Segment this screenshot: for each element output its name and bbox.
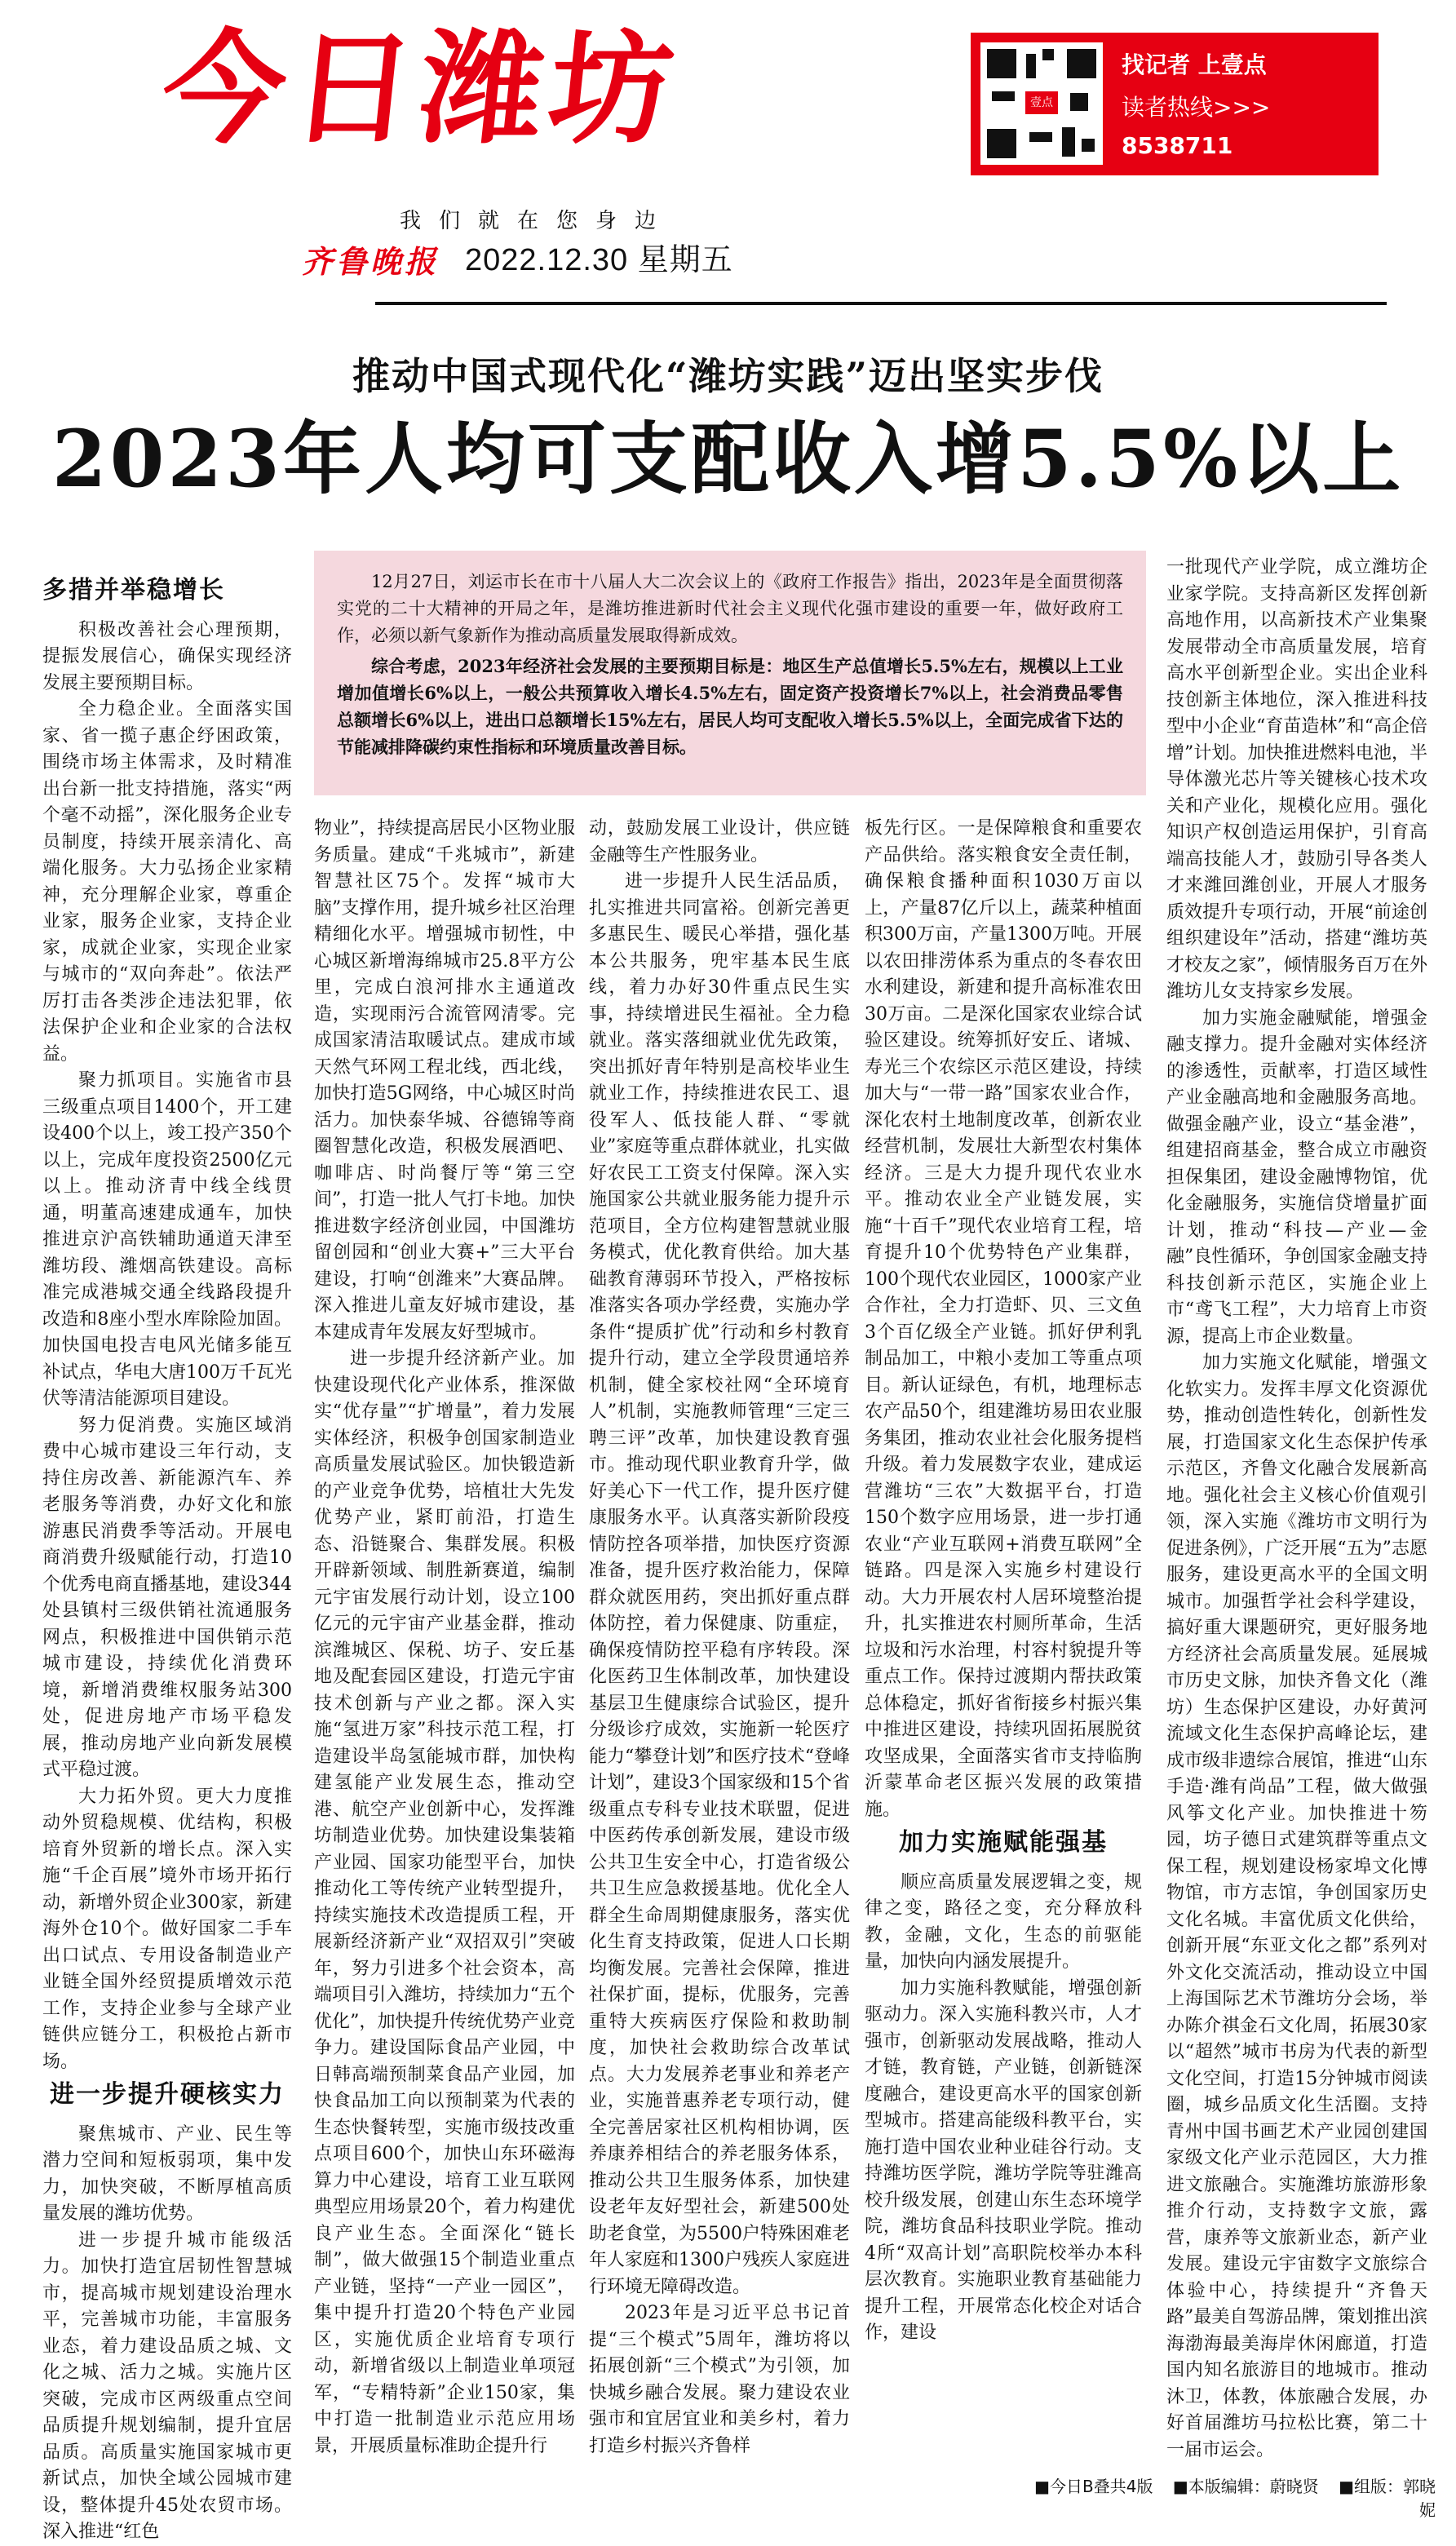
qr-line-2: 读者热线>>> <box>1122 94 1271 121</box>
column-1 <box>42 571 292 2542</box>
body-paragraph: 进一步提升经济新产业。加快建设现代化产业体系，推深做实“优存量”“扩增量”，着力发展实体经济，积极争创国家制造业高质量发展试验区。加快锻造新的产业竞争优势，培植壮大先发优势产业，紧盯前沿，打造生态、沿链聚合、集群发展。积极开辟新领域、制胜新赛道，编制元宇宙发展行动计划，设立100亿元的元宇宙产业基金群，推动滨潍城区、保税、坊子、安丘基地及配套园区建设，打造元宇宙技术创新与产业之都。深入实施“氢进万家”科技示范工程，打造建设半岛氢能城市群，加快构建氢能产业发展生态，推动空港、航空产业创新中心，发挥潍坊制造业优势。加快建设集装箱产业园、国家功能型平台，加快推动化工等传统产业转型提升，持续实施技术改造提质工程，开展新经济新产业“双招双引”突破年，努力引进多个社会资本，高端项目引入潍坊，持续加力“五个优化”，加快提升传统优势产业竞争力。建设国际食品产业园，中日韩高端预制菜食品产业园，加快食品加工向以预制菜为代表的生态快餐转型，实施市级技改重点项目600个，加快山东环磁海算力中心建设，培育工业互联网典型应用场景20个，着力构建优良产业生态。全面深化“链长制”，做大做强15个制造业重点产业链，坚持“一产业一园区”，集中提升打造20个特色产业园区，实施优质企业培育专项行动，新增省级以上制造业单项冠军，“专精特新”企业150家，集中打造一批制造业示范应用场景，开展质量标准助企提升行 <box>314 1348 575 2456</box>
body-paragraph: 加力实施文化赋能，增强文化软实力。发挥丰厚文化资源优势，推动创造性转化，创新性发展，打造国家文化生态保护传承示范区，齐鲁文化融合发展新高地。强化社会主义核心价值观引领，深入实施《潍坊市文明行为促进条例》，广泛开展“五为”志愿服务，建设更高水平的全国文明城市。加强哲学社会科学建设，搞好重大课题研究，更好服务地方经济社会高质量发展。延展城市历史文脉，加快齐鲁文化（潍坊）生态保护区建设，办好黄河流域文化生态保护高峰论坛，建成市级非遗综合展馆，推进“山东手造·潍有尚品”工程，做大做强风筝文化产业。加快推进十笏园，坊子德日式建筑群等重点文保工程，规划建设杨家埠文化博物馆，市方志馆，争创国家历史文化名城。丰富优质文化供给，创新开展“东亚文化之都”系列对外文化交流活动，推动设立中国上海国际艺术节潍坊分会场，举办陈介祺金石文化周，拓展30家以“超然”城市书房为代表的新型文化空间，打造15分钟城市阅读圈，城乡品质文化生活圈。支持青州中国书画艺术产业园创建国家级文化产业示范园区，大力推进文旅融合。实施潍坊旅游形象推介行动，支持数字文旅，露营，康养等文旅新业态，新产业发展。建设元宇宙数字文旅综合体验中心，持续提升“齐鲁天路”最美自驾游品牌，策划推出滨海渤海最美海岸休闲廊道，打造国内知名旅游目的地城市。推动沐卫，体教，体旅融合发展，办好首届潍坊马拉松比赛，第二十一届市运会。 <box>1166 1353 1427 2460</box>
article-title: 2023年人均可支配收入增5.5%以上 <box>51 413 1405 505</box>
app-logo-icon: 壹点 <box>1025 91 1058 114</box>
issue-date: 2022.12.30 星期五 <box>465 243 733 277</box>
article-subtitle: 推动中国式现代化“潍坊实践”迈出坚实步伐 <box>352 354 1104 398</box>
footer-item: ■组版：郭晓妮 <box>1339 2477 1436 2520</box>
page-footer <box>1020 2473 1436 2521</box>
footer-item: ■今日B叠共4版 <box>1034 2477 1153 2496</box>
body-paragraph: 积极改善社会心理预期，提振发展信心，确保实现经济发展主要预期目标。 <box>42 619 292 693</box>
body-paragraph: 进一步提升城市能级活力。加快打造宜居韧性智慧城市，提高城市规划建设治理水平，完善城市功能，丰富服务业态，着力建设品质之城、文化之城、活力之城。实施片区突破，完成市区两级重点空间品质提升规划编制，提升宜居品质。高质量实施国家城市更新试点，加快全域公园城市建设，整体提升45处农贸市场。深入推进“红色 <box>42 2229 292 2542</box>
qr-code-icon[interactable] <box>980 42 1103 165</box>
column-2 <box>314 816 575 2464</box>
header-rule <box>375 302 1387 305</box>
body-paragraph: 加力实施科教赋能，增强创新驱动力。深入实施科教兴市，人才强市，创新驱动发展战略，推动人才链，教育链，产业链，创新链深度融合，建设更高水平的国家创新型城市。搭建高能级科教平台，实施打造中国农业种业硅谷行动。支持潍坊医学院，潍坊学院等驻潍高校升级发展，创建山东生态环境学院，潍坊食品科技职业学院。推动4所“双高计划”高职院校举办本科层次教育。实施职业教育基础能力提升工程，开展常态化校企对话合作，建设 <box>865 1977 1142 2343</box>
body-paragraph: 一批现代产业学院，成立潍坊企业家学院。支持高新区发挥创新高地作用，以高新技术产业集聚发展带动全市高质量发展，培育高水平创新型企业。实出企业科技创新主体地位，深入推进科技型中小企业“育苗造林”和“高企倍增”计划。加快推进燃料电池，半导体激光芯片等关键核心技术攻关和产业化，规模化应用。强化知识产权创造运用保护，引育高端高技能人才，鼓励引导各类人才来潍回潍创业，开展人才服务质效提升专项行动，开展“前途创组织建设年”活动，搭建“潍坊英才校友之家”，倾情服务百万在外潍坊儿女支持家乡发展。 <box>1166 557 1427 1002</box>
body-paragraph: 大力拓外贸。更大力度推动外贸稳规模、优结构，积极培育外贸新的增长点。深入实施“千企百展”境外市场开拓行动，新增外贸企业300家，新建海外仓10个。做好国家二手车出口试点、专用设备制造业产业链全国外经贸提质增效示范工作，支持企业参与全球产业链供应链分工，积极抢占新市场。 <box>42 1786 292 2072</box>
qr-line-1: 找记者 上壹点 <box>1122 51 1267 78</box>
reader-hotline-box <box>971 33 1379 175</box>
lead-paragraph: 综合考虑，2023年经济社会发展的主要预期目标是：地区生产总值增长5.5%左右，规模以上工业增加值增长6%以上，一般公共预算收入增长4.5%左右，固定资产投资增长7%以上，社会消费品零售总额增长6%以上，进出口总额增长15%左右，居民人均可支配收入增长5.5%以上，全面完成省下达的节能减排降碳约束性指标和环境质量改善目标。 <box>337 656 1123 757</box>
masthead <box>0 0 1456 310</box>
paper-name: 齐鲁晚报 <box>302 243 440 280</box>
body-paragraph: 进一步提升人民生活品质，扎实推进共同富裕。创新完善更多惠民生、暖民心举措，强化基本公共服务，兜牢基本民生底线，着力办好30件重点民生实事，持续增进民生福祉。全力稳就业。落实落细就业优先政策，突出抓好青年特别是高校毕业生就业工作，持续推进农民工、退役军人、低技能人群、“零就业”家庭等重点群体就业，扎实做好农民工工资支付保障。深入实施国家公共就业服务能力提升示范项目，全方位构建智慧就业服务模式，优化教育供给。加大基础教育薄弱环节投入，严格按标准落实各项办学经费，实施办学条件“提质扩优”行动和乡村教育提升行动，建立全学段贯通培养机制，健全家校社网“全环境育人”机制，实施教师管理“三定三聘三评”改革，加快建设教育强市。推动现代职业教育升学，做好美心下一代工作，提升医疗健康服务水平。认真落实新阶段疫情防控各项举措，加快医疗资源准备，提升医疗救治能力，保障群众就医用药，突出抓好重点群体防控，着力保健康、防重症，确保疫情防控平稳有序转段。深化医药卫生体制改革，加快建设基层卫生健康综合试验区，提升分级诊疗成效，实施新一轮医疗能力“攀登计划”和医疗技术“登峰计划”，建设3个国家级和15个省级重点专科专业技术联盟，促进中医药传承创新发展，建设市级公共卫生安全中心，打造省级公共卫生应急救援基地。优化全人群全生命周期健康服务，落实优化生育支持政策，促进人口长期均衡发展。完善社会保障，推进社保扩面，提标，优服务，完善重特大疾病医疗保险和救助制度，加快社会救助综合改革试点。大力发展养老事业和养老产业，实施普惠养老专项行动，健全完善居家社区机构相协调，医养康养相结合的养老服务体系，推动公共卫生服务体系，加快建设老年友好型社会，新建500处助老食堂，为5500户特殊困难老年人家庭和1300户残疾人家庭进行环境无障碍改造。 <box>589 871 850 2297</box>
body-paragraph: 聚力抓项目。实施省市县三级重点项目1400个，开工建设400个以上，竣工投产350个以上，完成年度投资2500亿元以上。推动济青中线全线贯通，明董高速建成通车，加快推进京沪高铁辅助通道天津至潍坊段、潍烟高铁建设。高标准完成港城交通全线路段提升改造和8座小型水库除险加固。加快国电投吉电风光储多能互补试点，华电大唐100万千瓦光伏等清洁能源项目建设。 <box>42 1070 292 1409</box>
body-paragraph: 板先行区。一是保障粮食和重要农产品供给。落实粮食安全责任制，确保粮食播种面积1030万亩以上，产量87亿斤以上，蔬菜种植面积300万亩，产量1300万吨。开展以农田排涝体系为重点的冬春农田水利建设，新建和提升高标准农田30万亩。二是深化国家农业综合试验区建设。统筹抓好安丘、诸城、寿光三个农综区示范区建设，持续加大与“一带一路”国家农业合作，深化农村土地制度改革，创新农业经营机制，发展壮大新型农村集体经济。三是大力提升现代农业水平。推动农业全产业链发展，实施“十百千”现代农业培育工程，培育提升10个优势特色产业集群，100个现代农业园区，1000家产业合作社，全力打造虾、贝、三文鱼3个百亿级全产业链。抓好伊利乳制品加工，中粮小麦加工等重点项目。新认证绿色，有机，地理标志农产品50个，组建潍坊易田农业服务集团，推动农业社会化服务提档升级。着力发展数字农业，建成运营潍坊“三农”大数据平台，打造150个数字应用场景，进一步打通农业“产业互联网+消费互联网”全链路。四是深入实施乡村建设行动。大力开展农村人居环境整治提升，扎实推进农村厕所革命，生活垃圾和污水治理，村容村貌提升等重点工作。保持过渡期内帮扶政策总体稳定，抓好省衔接乡村振兴集中推进区建设，持续巩固拓展脱贫攻坚成果，全面落实省市支持临朐沂蒙革命老区振兴发展的政策措施。 <box>865 818 1142 1820</box>
body-paragraph: 努力促消费。实施区域消费中心城市建设三年行动，支持住房改善、新能源汽车、养老服务等消费，办好文化和旅游惠民消费季等活动。开展电商消费升级赋能行动，打造10个优秀电商直播基地，建设344处县镇村三级供销社流通服务网点，积极推进中国供销示范城市建设，持续优化消费环境，新增消费维权服务站300处，促进房地产市场平稳发展，推动房地产业向新发展模式平稳过渡。 <box>42 1415 292 1780</box>
body-paragraph: 物业”，持续提高居民小区物业服务质量。建成“千兆城市”，新建智慧社区75个。发挥“城市大脑”支撑作用，提升城乡社区治理精细化水平。增强城市韧性，中心城区新增海绵城市25.8平方公里，完成白浪河排水主通道改造，实现雨污合流管网清零。完成国家清洁取暖试点。建成市域天然气环网工程北线，西北线，加快打造5G网络，中心城区时尚活力。加快泰华城、谷德锦等商圈智慧化改造，积极发展酒吧、咖啡店、时尚餐厅等“第三空间”，打造一批人气打卡地。加快推进数字经济创业园，中国潍坊留创园和“创业大赛+”三大平台建设，打响“创潍来”大赛品牌。深入推进儿童友好城市建设，基本建成青年发展友好型城市。 <box>314 818 575 1343</box>
column-4 <box>865 816 1142 2464</box>
section-heading: 加力实施赋能强基 <box>899 1828 1108 1857</box>
body-paragraph: 全力稳企业。全面落实国家、省一揽子惠企纾困政策，围绕市场主体需求，及时精准出台新一批支持措施，落实“两个毫不动摇”，深化服务企业专员制度，持续开展亲清化、高端化服务。大力弘扬企业家精神，充分理解企业家，尊重企业家，服务企业家，支持企业家，成就企业家，实现企业家与城市的“双向奔赴”。依法严厉打击各类涉企违法犯罪，依法保护企业和企业家的合法权益。 <box>42 699 292 1065</box>
body-paragraph: 顺应高质量发展逻辑之变，规律之变，路径之变，充分释放科教，金融，文化，生态的前驱能量，加快向内涵发展提升。 <box>865 1871 1142 1972</box>
column-5 <box>1166 555 1427 2464</box>
column-3 <box>589 816 850 2464</box>
section-heading: 多措并举稳增长 <box>42 576 225 604</box>
hotline-number: 8538711 <box>1122 132 1233 159</box>
lead-paragraph: 12月27日，刘运市长在市十八届人大二次会议上的《政府工作报告》指出，2023年是全面贯彻落实党的二十大精神的开局之年，是潍坊推进新时代社会主义现代化强市建设的重要一年，做好政府工作，必须以新气象新作为推动高质量发展取得新成效。 <box>337 572 1123 645</box>
slogan: 我们就在您身边 <box>400 209 675 233</box>
paper-logo: 今日潍坊 <box>155 19 687 161</box>
section-heading: 进一步提升硬核实力 <box>50 2080 285 2109</box>
lead-box <box>314 551 1146 795</box>
body-paragraph: 动，鼓励发展工业设计，供应链金融等生产性服务业。 <box>589 818 850 866</box>
body-paragraph: 2023年是习近平总书记首提“三个模式”5周年，潍坊将以拓展创新“三个模式”为引领，加快城乡融合发展。聚力建设农业强市和宜居宜业和美乡村，着力打造乡村振兴齐鲁样 <box>589 2303 850 2456</box>
footer-item: ■本版编辑：蔚晓贤 <box>1172 2477 1319 2496</box>
body-paragraph: 聚焦城市、产业、民生等潜力空间和短板弱项，集中发力，加快突破，不断厚植高质量发展的潍坊优势。 <box>42 2123 292 2224</box>
body-paragraph: 加力实施金融赋能，增强金融支撑力。提升金融对实体经济的渗透性，贡献率，打造区域性产业金融高地和金融服务高地。做强金融产业，设立“基金港”，组建招商基金，整合成立市融资担保集团，建设金融博物馆，优化金融服务，实施信贷增量扩面计划，推动“科技—产业—金融”良性循环，争创国家金融支持科技创新示范区，实施企业上市“鸢飞工程”，大力培育上市资源，提高上市企业数量。 <box>1166 1007 1427 1347</box>
